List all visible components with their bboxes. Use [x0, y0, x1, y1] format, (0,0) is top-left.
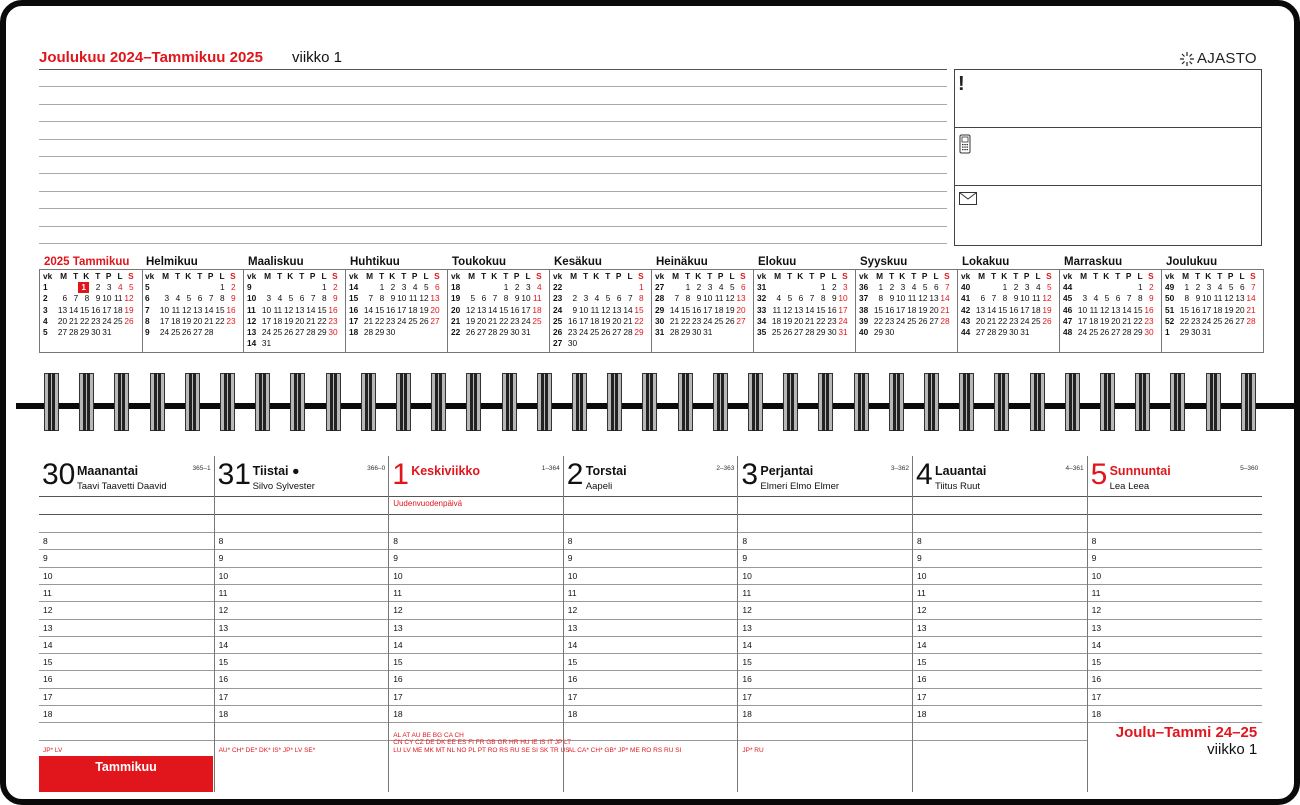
envelope-icon [959, 192, 977, 205]
hour-label: 15 [567, 657, 578, 668]
hour-label: 18 [567, 709, 578, 719]
name-day-names: Taavi Taavetti Daavid [77, 481, 167, 492]
day-column[interactable] [388, 456, 572, 792]
note-line [39, 226, 947, 227]
mini-calendar-title: Joulukuu [1166, 256, 1218, 268]
note-line [39, 121, 947, 122]
month-tab[interactable]: Tammikuu [39, 756, 213, 792]
hour-label: 15 [43, 657, 53, 668]
hour-label: 18 [218, 709, 229, 719]
spiral-ring [44, 373, 59, 431]
note-line [39, 208, 947, 209]
spiral-ring [466, 373, 481, 431]
hour-label: 10 [393, 570, 403, 581]
hour-label: 10 [917, 570, 927, 581]
hour-label: 13 [218, 622, 229, 633]
spiral-ring [1170, 373, 1185, 431]
hour-label: 11 [43, 587, 52, 598]
day-number: 30 [42, 458, 76, 491]
hour-label: 17 [43, 691, 53, 702]
hour-label: 13 [393, 622, 403, 633]
hour-label: 8 [393, 536, 398, 546]
spiral-ring [818, 373, 833, 431]
day-name: Perjantai [760, 464, 814, 478]
day-name: Maanantai [77, 464, 139, 478]
hour-label: 14 [567, 639, 578, 650]
country-flags: AU* CH* DE* DK* IS* JP* LV SE* [218, 746, 316, 754]
mini-calendar-title: Helmikuu [146, 256, 198, 268]
spiral-ring [326, 373, 341, 431]
hour-label: 8 [43, 536, 48, 546]
brand-logo [1180, 50, 1257, 67]
spiral-ring [1135, 373, 1150, 431]
hour-label: 17 [393, 691, 403, 702]
hour-label: 12 [1091, 605, 1102, 616]
footer-title: Joulu–Tammi 24–25 [1115, 724, 1258, 741]
country-flags: AL CA* CH* GB* JP* ME RO RS RU SI [567, 746, 682, 754]
hour-label: 13 [1091, 622, 1102, 633]
spiral-ring [678, 373, 693, 431]
mini-calendar-title: Kesäkuu [554, 256, 602, 268]
hour-label: 11 [1091, 587, 1101, 598]
mini-calendar-title: Marraskuu [1064, 256, 1123, 268]
hour-label: 17 [917, 691, 927, 702]
day-of-year-count: 365–1 [192, 465, 211, 472]
mini-calendar-month: Maaliskuu vk M T K T P L S 9 1 2 10 3 4 5 6 7 8 9 11 10 11 12 13 14 15 16 12 17 18 19 20 21 22 23 13 24 25 26 27 28 29 30 14 31 [243, 256, 345, 352]
day-number: 4 [916, 458, 933, 491]
hour-label: 18 [742, 709, 752, 719]
hour-label: 16 [742, 674, 752, 685]
spiral-ring [114, 373, 129, 431]
holiday-label: Uudenvuodenpäivä [393, 499, 463, 508]
day-name: Tiistai ● [252, 464, 300, 478]
exclamation-icon: ! [958, 73, 965, 95]
spiral-ring [1030, 373, 1045, 431]
hour-label: 10 [218, 570, 229, 581]
mini-calendar-month: 2025 Tammikuu vk M T K T P L S 1 1 2 3 4 5 2 6 7 8 9 10 11 12 3 13 14 15 16 17 18 19 4 20 21 22 23 24 25 26 5 27 28 29 30 31 [39, 256, 141, 352]
spiral-ring [924, 373, 939, 431]
note-line [39, 243, 947, 244]
note-line [39, 86, 947, 87]
spiral-ring [748, 373, 763, 431]
spiral-ring [255, 373, 270, 431]
hour-label: 15 [218, 657, 229, 668]
hour-label: 10 [43, 570, 53, 581]
week-grid [39, 456, 1261, 792]
hour-label: 11 [393, 587, 403, 598]
hour-label: 12 [43, 605, 53, 616]
name-day-names: Elmeri Elmo Elmer [760, 481, 840, 492]
mini-calendar-title: Elokuu [758, 256, 797, 268]
hour-label: 14 [43, 639, 53, 650]
hour-label: 18 [43, 709, 53, 719]
hour-label: 9 [218, 553, 224, 564]
day-column[interactable] [912, 456, 1087, 792]
spiral-ring [150, 373, 165, 431]
country-flags: JP* LV [43, 746, 63, 754]
phone-icon [959, 134, 971, 154]
day-of-year-count: 5–360 [1240, 465, 1259, 472]
hour-label: 17 [567, 691, 578, 702]
week-label: viikko 1 [292, 49, 343, 66]
spiral-ring [79, 373, 94, 431]
hour-label: 8 [218, 536, 224, 546]
mini-calendar-month: Huhtikuu vk M T K T P L S 14 1 2 3 4 5 6 15 7 8 9 10 11 12 13 16 14 15 16 17 18 19 20 17 21 22 23 24 25 26 27 18 28 29 30 [345, 256, 447, 352]
hour-label: 15 [917, 657, 927, 668]
name-day-names: Tiitus Ruut [935, 481, 981, 492]
hour-label: 8 [567, 536, 573, 546]
mini-calendar-month: Helmikuu vk M T K T P L S 5 1 2 6 3 4 5 6 7 8 9 7 10 11 12 13 14 15 16 8 17 18 19 20 21 22 23 9 24 25 26 27 28 [141, 256, 243, 352]
spiral-ring [854, 373, 869, 431]
hour-label: 12 [917, 605, 927, 616]
day-number: 1 [392, 458, 409, 491]
spiral-ring [607, 373, 622, 431]
hour-label: 10 [1091, 570, 1102, 581]
spiral-ring [713, 373, 728, 431]
hour-label: 9 [1091, 553, 1097, 564]
hour-label: 16 [393, 674, 403, 685]
hour-label: 12 [742, 605, 752, 616]
year-mini-calendars [39, 256, 1261, 352]
hour-label: 17 [742, 691, 752, 702]
hour-label: 18 [393, 709, 403, 719]
spiral-ring [431, 373, 446, 431]
hour-label: 11 [218, 587, 228, 598]
hour-label: 14 [218, 639, 229, 650]
hour-label: 13 [917, 622, 927, 633]
day-number: 31 [217, 458, 251, 491]
hour-label: 15 [742, 657, 752, 668]
hour-label: 14 [1091, 639, 1102, 650]
day-column[interactable] [214, 456, 389, 792]
mini-calendar-month: Kesäkuu vk M T K T P L S 22 1 23 2 3 4 5 6 7 8 24 9 10 11 12 13 14 15 25 16 17 18 19 20 21 22 26 23 24 25 26 27 28 29 27 30 [549, 256, 651, 352]
day-of-year-count: 1–364 [541, 465, 560, 472]
spiral-ring [502, 373, 517, 431]
country-flags: AL AT AU BE BG CA CH CN CY CZ DE DK EE ES FI FR GB GR HR HU IE IS IT JP LT LU LV ME MK MT NL NO PL PT RO RS RU SE SI SK TR US [393, 731, 572, 754]
logo-text: AJASTO [1197, 50, 1257, 67]
spiral-ring [220, 373, 235, 431]
spiral-ring [959, 373, 974, 431]
notes-area[interactable] [39, 69, 947, 245]
hour-label: 14 [742, 639, 752, 650]
mini-calendar-title: Huhtikuu [350, 256, 400, 268]
hour-label: 16 [1091, 674, 1102, 685]
spiral-ring [361, 373, 376, 431]
hour-label: 9 [917, 553, 922, 564]
phone-row[interactable] [955, 128, 1261, 186]
note-line [39, 156, 947, 157]
mini-calendar-month: Lokakuu vk M T K T P L S 40 1 2 3 4 5 41 6 7 8 9 10 11 12 42 13 14 15 16 17 18 19 43 20 21 22 23 24 25 26 44 27 28 29 30 31 [957, 256, 1059, 352]
day-column[interactable] [563, 456, 738, 792]
important-row[interactable] [955, 70, 1261, 128]
spiral-ring [1065, 373, 1080, 431]
sun-logo-icon [1180, 52, 1194, 66]
spiral-binding [6, 371, 1294, 437]
day-of-year-count: 2–363 [716, 465, 735, 472]
spiral-ring [783, 373, 798, 431]
hour-label: 9 [43, 553, 48, 564]
hour-label: 18 [917, 709, 927, 719]
name-day-names: Aapeli [585, 481, 613, 492]
mini-calendar-title: 2025 Tammikuu [44, 256, 130, 268]
spiral-ring [1241, 373, 1256, 431]
info-box [954, 69, 1262, 246]
hour-label: 9 [393, 553, 398, 564]
hour-label: 18 [1091, 709, 1102, 719]
note-line [39, 191, 947, 192]
hour-label: 10 [567, 570, 578, 581]
hour-label: 9 [742, 553, 748, 564]
mini-calendar-month: Joulukuu vk M T K T P L S 49 1 2 3 4 5 6 7 50 8 9 10 11 12 13 14 51 15 16 17 18 19 20 21 52 22 23 24 25 26 27 28 1 29 30 31 [1161, 256, 1263, 352]
spiral-ring [537, 373, 552, 431]
mini-calendar-month: Marraskuu vk M T K T P L S 44 1 2 45 3 4 5 6 7 8 9 46 10 11 12 13 14 15 16 47 17 18 19 20 21 22 23 48 24 25 26 27 28 29 30 [1059, 256, 1161, 352]
hour-label: 15 [393, 657, 403, 668]
hour-label: 15 [1091, 657, 1102, 668]
day-name: Sunnuntai [1109, 464, 1171, 478]
hour-label: 10 [742, 570, 752, 581]
hour-label: 8 [917, 536, 922, 546]
day-of-year-count: 4–361 [1065, 465, 1084, 472]
day-number: 2 [566, 458, 584, 491]
note-line [39, 173, 947, 174]
spiral-ring [1206, 373, 1221, 431]
spiral-ring [1100, 373, 1115, 431]
hour-label: 11 [917, 587, 926, 598]
footer-week: viikko 1 [1207, 741, 1258, 758]
page-title: Joulukuu 2024–Tammikuu 2025 [39, 49, 263, 66]
mini-calendar-month: Toukokuu vk M T K T P L S 18 1 2 3 4 19 5 6 7 8 9 10 11 20 12 13 14 15 16 17 18 21 19 20 21 22 23 24 25 22 26 27 28 29 30 31 [447, 256, 549, 352]
spiral-ring [290, 373, 305, 431]
hour-label: 16 [43, 674, 53, 685]
mini-calendar-month: Syyskuu vk M T K T P L S 36 1 2 3 4 5 6 7 37 8 9 10 11 12 13 14 38 15 16 17 18 19 20 21 39 22 23 24 25 26 27 28 40 29 30 [855, 256, 957, 352]
hour-label: 16 [218, 674, 229, 685]
hour-label: 13 [43, 622, 53, 633]
hour-label: 13 [742, 622, 752, 633]
mini-calendar-title: Lokakuu [962, 256, 1010, 268]
mini-calendar-title: Maaliskuu [248, 256, 304, 268]
mail-row[interactable] [955, 186, 1261, 244]
mini-calendar-title: Syyskuu [860, 256, 908, 268]
spiral-ring [889, 373, 904, 431]
spiral-ring [572, 373, 587, 431]
hour-label: 11 [567, 587, 577, 598]
note-line [39, 104, 947, 105]
spiral-ring [642, 373, 657, 431]
hour-label: 12 [393, 605, 403, 616]
country-flags: JP* RU [742, 746, 764, 754]
day-number: 5 [1090, 458, 1108, 491]
note-line [39, 139, 947, 140]
day-of-year-count: 366–0 [367, 465, 386, 472]
hour-label: 17 [1091, 691, 1102, 702]
spiral-ring [185, 373, 200, 431]
day-column[interactable] [737, 456, 912, 792]
mini-calendar-month: Heinäkuu vk M T K T P L S 27 1 2 3 4 5 6 28 7 8 9 10 11 12 13 29 14 15 16 17 18 19 20 30 21 22 23 24 25 26 27 31 28 29 30 31 [651, 256, 753, 352]
hour-label: 14 [393, 639, 403, 650]
mini-calendar-title: Heinäkuu [656, 256, 708, 268]
hour-label: 14 [917, 639, 927, 650]
hour-label: 8 [1091, 536, 1097, 546]
hour-label: 12 [218, 605, 229, 616]
day-number: 3 [741, 458, 759, 491]
name-day-names: Lea Leea [1109, 481, 1150, 492]
day-name: Lauantai [935, 464, 987, 478]
hour-label: 9 [567, 553, 573, 564]
hour-label: 17 [218, 691, 229, 702]
hour-label: 8 [742, 536, 748, 546]
day-column[interactable] [39, 456, 214, 792]
day-of-year-count: 3–362 [890, 465, 909, 472]
hour-label: 16 [917, 674, 927, 685]
spiral-ring [994, 373, 1009, 431]
day-column[interactable] [1087, 456, 1262, 792]
mini-calendar-month: Elokuu vk M T K T P L S 31 1 2 3 32 4 5 6 7 8 9 10 33 11 12 13 14 15 16 17 34 18 19 20 21 22 23 24 35 25 26 27 28 29 30 31 [753, 256, 855, 352]
hour-label: 12 [567, 605, 578, 616]
day-name: Torstai [585, 464, 627, 478]
hour-label: 13 [567, 622, 578, 633]
hour-label: 16 [567, 674, 578, 685]
mini-calendar-title: Toukokuu [452, 256, 507, 268]
spiral-ring [396, 373, 411, 431]
name-day-names: Silvo Sylvester [252, 481, 315, 492]
hour-label: 11 [742, 587, 752, 598]
day-name: Keskiviikko [411, 464, 480, 478]
